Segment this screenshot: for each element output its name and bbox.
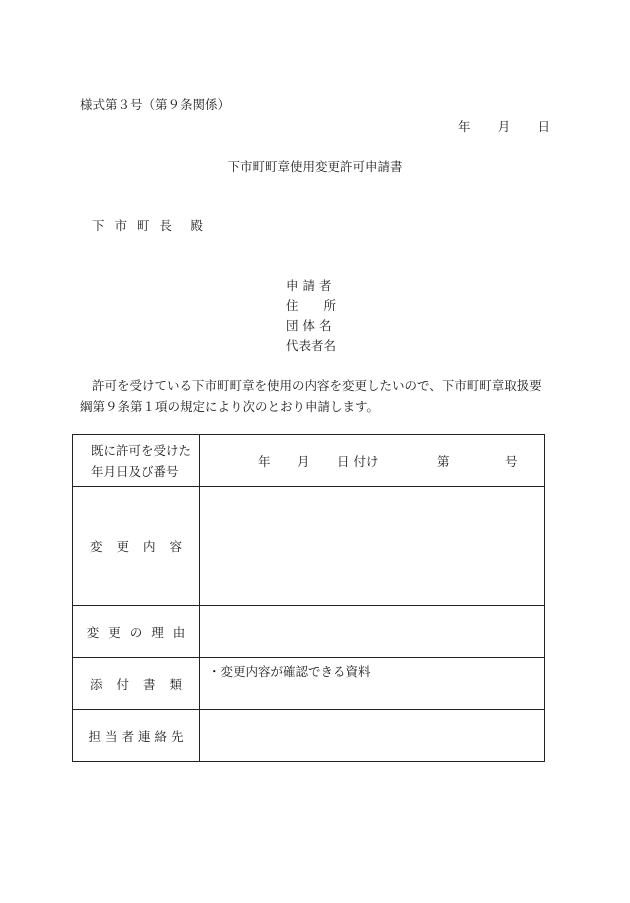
change-reason-field[interactable] <box>200 606 545 658</box>
applicant-block <box>286 276 336 356</box>
representative-label: 代表者名 <box>286 338 337 353</box>
table-row-change-details <box>73 487 545 606</box>
change-details-field[interactable] <box>200 487 545 606</box>
attachment-item: ・変更内容が確認できる資料 <box>208 664 371 679</box>
permit-info-label-line2: 年月日及び番号 <box>90 463 179 479</box>
permit-info-field[interactable] <box>200 435 545 487</box>
form-number: 様式第３号（第９条関係） <box>80 97 231 112</box>
date-day-label: 日 <box>537 119 550 134</box>
permit-month-label: 月 <box>297 453 310 469</box>
attachments-label: 添付書類 <box>73 658 200 710</box>
change-details-label: 変更内容 <box>73 487 200 606</box>
permit-info-label-line1: 既に許可を受けた <box>90 442 191 458</box>
attachments-field[interactable] <box>200 658 545 710</box>
document-title: 下市町町章使用変更許可申請書 <box>227 159 403 174</box>
date-month-label: 月 <box>497 119 511 134</box>
application-form-table <box>72 434 545 762</box>
permit-info-label <box>73 435 200 487</box>
permit-year-label: 年 <box>258 453 271 469</box>
permit-number-prefix: 第 <box>437 453 450 469</box>
change-reason-label: 変更の理由 <box>73 606 200 658</box>
address-label: 住 所 <box>286 298 337 313</box>
table-row-change-reason <box>73 606 545 658</box>
date-year-label: 年 <box>458 119 471 134</box>
contact-field[interactable] <box>200 710 545 762</box>
table-row-attachments <box>73 658 545 710</box>
permit-day-label: 日 付け <box>337 453 379 469</box>
applicant-label: 申 請 者 <box>286 278 332 293</box>
request-statement: 許可を受けている下市町町章を使用の内容を変更したいので、下市町町章取扱要綱第９条第１項の規定により次のとおり申請します。 <box>80 378 542 414</box>
submission-date <box>458 117 550 135</box>
contact-label: 担当者連絡先 <box>73 710 200 762</box>
addressee: 下 市 町 長 殿 <box>92 218 206 233</box>
table-row-permit-info <box>73 435 545 487</box>
permit-number-suffix: 号 <box>505 453 518 469</box>
table-row-contact <box>73 710 545 762</box>
group-name-label: 団 体 名 <box>286 318 332 333</box>
